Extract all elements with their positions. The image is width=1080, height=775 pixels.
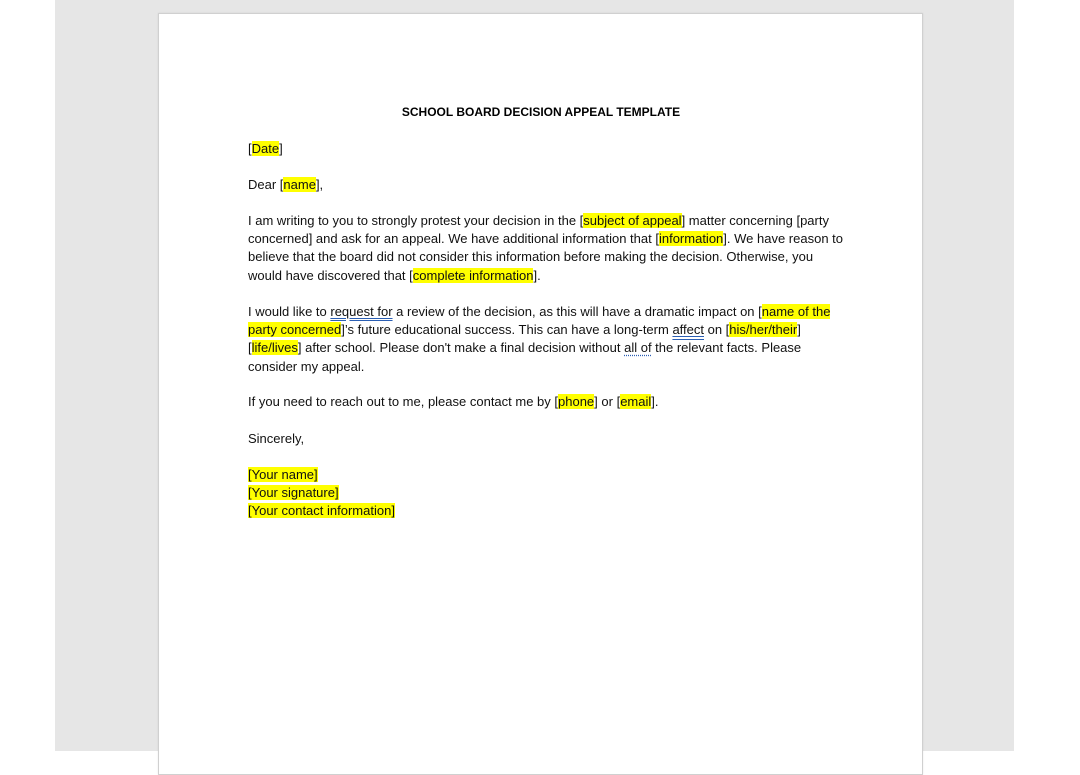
paragraph-1-line-1: I am writing to you to strongly protest your decision in the [subject of appeal] matter concerning [party bbox=[248, 213, 829, 228]
date-placeholder: Date bbox=[251, 141, 280, 156]
paragraph-2-line-4: consider my appeal. bbox=[248, 358, 365, 374]
grammar-flag-request-for[interactable]: request for bbox=[330, 304, 393, 319]
document-title: SCHOOL BOARD DECISION APPEAL TEMPLATE bbox=[401, 105, 681, 119]
email-placeholder: email bbox=[620, 394, 652, 409]
your-signature-placeholder: [Your signature] bbox=[248, 485, 339, 501]
signature-block bbox=[248, 466, 838, 521]
greeting-prefix: Dear [ bbox=[248, 177, 284, 192]
paragraph-2-line-1: I would like to request for a review of the decision, as this will have a dramatic impact on [name of the bbox=[248, 304, 831, 319]
greeting-line bbox=[248, 176, 838, 194]
life-lives-placeholder: life/lives bbox=[251, 340, 298, 356]
paragraph-2-line-2: party concerned]’s future educational success. This can have a long-term affect on [his/her/their] bbox=[248, 322, 801, 338]
date-line: [Date] bbox=[248, 141, 283, 156]
grammar-flag-affect[interactable]: affect bbox=[672, 322, 704, 338]
greeting-suffix: ], bbox=[315, 177, 324, 192]
pronoun-placeholder: his/her/their bbox=[729, 322, 798, 338]
your-contact-placeholder: [Your contact information] bbox=[248, 503, 395, 519]
paragraph-1-line-2: concerned] and ask for an appeal. We have additional information that [information]. We have reason to bbox=[248, 231, 843, 247]
paragraph-1-line-3: believe that the board did not consider this information before making the decision. Otherwise, you bbox=[248, 249, 814, 265]
paragraph-3: If you need to reach out to me, please contact me by [phone] or [email]. bbox=[248, 394, 659, 409]
phone-placeholder: phone bbox=[558, 394, 595, 409]
paragraph-2-line-3: [life/lives] after school. Please don't make a final decision without all of the relevant facts. Please bbox=[248, 340, 802, 356]
paragraph-1 bbox=[248, 212, 843, 285]
information-placeholder: information bbox=[658, 231, 724, 247]
your-name-placeholder: [Your name] bbox=[248, 467, 318, 482]
name-of-party-placeholder-end: party concerned bbox=[248, 322, 342, 338]
paragraph-2 bbox=[248, 303, 838, 376]
grammar-flag-all-of[interactable]: all of bbox=[624, 340, 652, 356]
name-of-party-placeholder-start: name of the bbox=[761, 304, 831, 319]
greeting-name-placeholder: name bbox=[283, 177, 316, 192]
complete-information-placeholder: complete information bbox=[412, 267, 534, 283]
subject-of-appeal-placeholder: subject of appeal bbox=[583, 213, 682, 228]
document-page[interactable] bbox=[158, 13, 923, 775]
paragraph-1-line-4: would have discovered that [complete information]. bbox=[248, 267, 541, 283]
closing: Sincerely, bbox=[248, 431, 305, 446]
